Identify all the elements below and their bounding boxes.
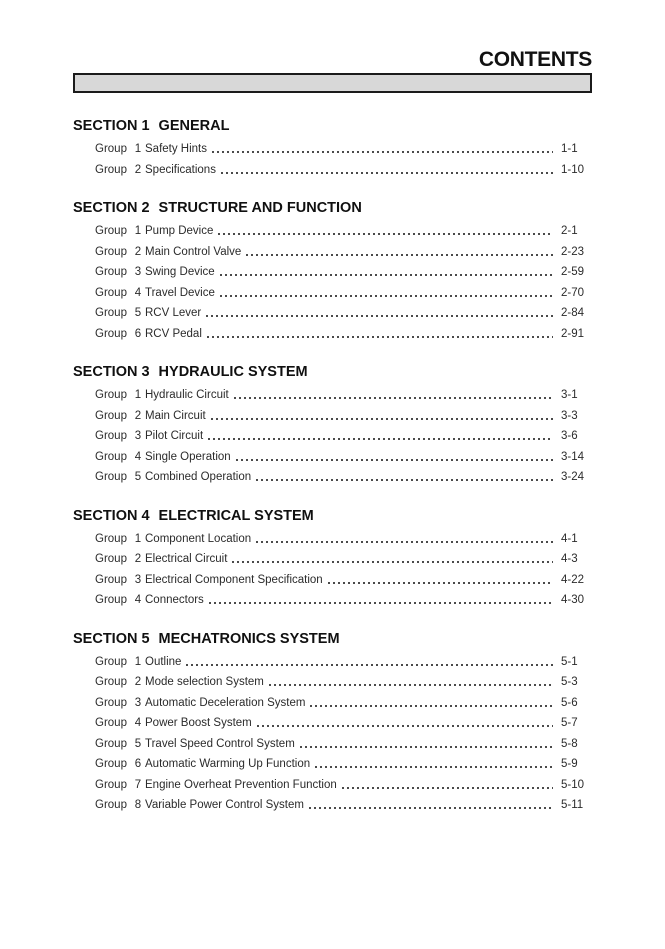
- group-title: Specifications: [145, 163, 216, 176]
- group-word: Group: [95, 245, 127, 258]
- dot-leader: [218, 233, 553, 235]
- dot-leader: [221, 172, 553, 174]
- group-number: 7: [134, 778, 142, 791]
- toc-entry[interactable]: [73, 283, 592, 304]
- toc-entry[interactable]: [73, 590, 592, 611]
- group-word: Group: [95, 758, 127, 770]
- toc-entry[interactable]: [73, 549, 592, 570]
- group-title: Automatic Deceleration System: [145, 696, 306, 709]
- page-number: 2-91: [561, 327, 585, 340]
- group-word: Group: [95, 532, 127, 545]
- toc-entry[interactable]: [73, 324, 592, 345]
- section-name: STRUCTURE AND FUNCTION: [158, 200, 362, 216]
- group-word: Group: [95, 286, 127, 299]
- group-list: [73, 221, 592, 344]
- group-title: Mode selection System: [145, 676, 264, 688]
- dot-leader: [315, 766, 553, 768]
- group-title: Pump Device: [145, 225, 214, 237]
- toc-entry[interactable]: [73, 242, 592, 263]
- section-name: HYDRAULIC SYSTEM: [158, 364, 308, 380]
- toc-section: [73, 119, 592, 180]
- group-word: Group: [95, 327, 127, 340]
- group-number: 3: [134, 573, 142, 586]
- dot-leader: [206, 315, 553, 317]
- group-title: Electrical Component Specification: [145, 573, 323, 586]
- page-number: 1-1: [561, 143, 578, 155]
- section-label: SECTION 1: [73, 118, 150, 134]
- section-name: ELECTRICAL SYSTEM: [158, 507, 314, 524]
- toc-entry[interactable]: [73, 406, 592, 427]
- group-title: Safety Hints: [145, 143, 207, 155]
- dot-leader: [256, 541, 553, 543]
- dot-leader: [256, 479, 553, 481]
- dot-leader: [220, 274, 553, 276]
- title-underline-bar: [73, 73, 592, 93]
- group-title: RCV Lever: [145, 307, 202, 319]
- group-number: 4: [134, 450, 142, 463]
- section-label: SECTION 2: [73, 200, 150, 216]
- group-title: Swing Device: [145, 266, 215, 278]
- toc-entry[interactable]: [73, 221, 592, 242]
- group-number: 5: [134, 471, 142, 483]
- group-word: Group: [95, 737, 127, 750]
- toc-entry[interactable]: [73, 652, 592, 673]
- page-number: 4-1: [561, 532, 578, 545]
- group-word: Group: [95, 778, 127, 791]
- dot-leader: [186, 664, 553, 666]
- toc-entry[interactable]: [73, 160, 592, 181]
- group-list: [73, 529, 592, 611]
- page-number: 3-14: [561, 450, 585, 463]
- toc-section: [73, 365, 592, 488]
- page-number: 2-59: [561, 266, 585, 278]
- dot-leader: [234, 397, 553, 399]
- toc-entry[interactable]: [73, 672, 592, 693]
- page-number: 3-3: [561, 409, 578, 422]
- group-title: Main Control Valve: [145, 245, 242, 258]
- page-number: 5-8: [561, 737, 578, 750]
- group-word: Group: [95, 594, 127, 606]
- group-title: RCV Pedal: [145, 327, 202, 340]
- toc-section: [73, 632, 592, 816]
- group-word: Group: [95, 799, 127, 811]
- group-number: 2: [134, 409, 142, 422]
- page-number: 5-7: [561, 717, 578, 729]
- group-word: Group: [95, 430, 127, 442]
- group-word: Group: [95, 143, 127, 155]
- page-number: 3-6: [561, 430, 578, 442]
- section-name: GENERAL: [158, 118, 230, 134]
- toc-entry[interactable]: [73, 693, 592, 714]
- group-word: Group: [95, 389, 127, 401]
- group-number: 1: [134, 143, 142, 155]
- group-word: Group: [95, 266, 127, 278]
- group-title: Single Operation: [145, 450, 231, 463]
- dot-leader: [342, 787, 553, 789]
- group-title: Pilot Circuit: [145, 430, 204, 442]
- page-number: 2-1: [561, 225, 578, 237]
- group-word: Group: [95, 696, 127, 709]
- dot-leader: [212, 151, 553, 153]
- group-title: Travel Speed Control System: [145, 737, 295, 750]
- group-list: [73, 652, 592, 816]
- group-word: Group: [95, 655, 127, 668]
- group-number: 2: [134, 245, 142, 258]
- group-number: 4: [134, 594, 142, 606]
- toc-entry[interactable]: [73, 795, 592, 816]
- group-title: Hydraulic Circuit: [145, 389, 229, 401]
- group-number: 8: [134, 799, 142, 811]
- page-number: 4-22: [561, 573, 585, 586]
- page-number: 3-24: [561, 471, 585, 483]
- page-number: 5-3: [561, 676, 578, 688]
- dot-leader: [236, 459, 553, 461]
- section-label: SECTION 3: [73, 364, 150, 380]
- page-number: 5-9: [561, 758, 578, 770]
- toc-entry[interactable]: [73, 426, 592, 447]
- group-word: Group: [95, 163, 127, 176]
- group-number: 2: [134, 163, 142, 176]
- toc-main: [0, 93, 665, 816]
- group-title: Electrical Circuit: [145, 553, 228, 565]
- dot-leader: [310, 705, 553, 707]
- group-word: Group: [95, 676, 127, 688]
- toc-entry[interactable]: [73, 754, 592, 775]
- group-list: [73, 385, 592, 488]
- page-number: 1-10: [561, 163, 585, 176]
- group-title: Main Circuit: [145, 409, 206, 422]
- group-word: Group: [95, 553, 127, 565]
- section-title: [73, 201, 592, 216]
- dot-leader: [269, 684, 553, 686]
- toc-entry[interactable]: [73, 570, 592, 591]
- group-word: Group: [95, 471, 127, 483]
- dot-leader: [207, 336, 553, 338]
- section-title: [73, 119, 592, 134]
- toc-entry[interactable]: [73, 139, 592, 160]
- section-label: SECTION 5: [73, 630, 150, 647]
- page-number: 5-10: [561, 778, 585, 791]
- group-word: Group: [95, 225, 127, 237]
- group-title: Combined Operation: [145, 471, 252, 483]
- group-word: Group: [95, 307, 127, 319]
- group-number: 1: [134, 225, 142, 237]
- group-title: Connectors: [145, 594, 204, 606]
- toc-entry[interactable]: [73, 775, 592, 796]
- page-number: 2-23: [561, 245, 585, 258]
- group-title: Travel Device: [145, 286, 215, 299]
- group-number: 6: [134, 758, 142, 770]
- page-number: 4-30: [561, 594, 585, 606]
- toc-section: [73, 201, 592, 344]
- group-number: 3: [134, 266, 142, 278]
- toc-entry[interactable]: [73, 713, 592, 734]
- section-label: SECTION 4: [73, 507, 150, 524]
- section-name: MECHATRONICS SYSTEM: [158, 630, 340, 647]
- dot-leader: [209, 602, 553, 604]
- group-word: Group: [95, 573, 127, 586]
- group-number: 5: [134, 737, 142, 750]
- page-number: 4-3: [561, 553, 578, 565]
- dot-leader: [300, 746, 553, 748]
- group-title: Outline: [145, 655, 182, 668]
- group-word: Group: [95, 717, 127, 729]
- section-title: [73, 509, 592, 524]
- toc-section: [73, 509, 592, 611]
- toc-entry[interactable]: [73, 447, 592, 468]
- group-word: Group: [95, 450, 127, 463]
- toc-entry[interactable]: [73, 467, 592, 488]
- group-title: Component Location: [145, 532, 252, 545]
- group-word: Group: [95, 409, 127, 422]
- page-number: 3-1: [561, 389, 578, 401]
- group-number: 6: [134, 327, 142, 340]
- group-title: Variable Power Control System: [145, 799, 304, 811]
- group-list: [73, 139, 592, 180]
- page-title: CONTENTS: [478, 48, 592, 71]
- group-number: 2: [134, 676, 142, 688]
- toc-entry[interactable]: [73, 303, 592, 324]
- dot-leader: [220, 295, 553, 297]
- section-title: [73, 365, 592, 380]
- group-number: 4: [134, 286, 142, 299]
- group-number: 2: [134, 553, 142, 565]
- group-number: 5: [134, 307, 142, 319]
- toc-entry[interactable]: [73, 529, 592, 550]
- group-number: 3: [134, 430, 142, 442]
- group-number: 3: [134, 696, 142, 709]
- group-number: 1: [134, 532, 142, 545]
- dot-leader: [211, 418, 553, 420]
- group-number: 1: [134, 389, 142, 401]
- page-number: 5-1: [561, 655, 578, 668]
- dot-leader: [309, 807, 553, 809]
- dot-leader: [328, 582, 553, 584]
- toc-entry[interactable]: [73, 262, 592, 283]
- page-number: 2-84: [561, 307, 585, 319]
- group-number: 4: [134, 717, 142, 729]
- page-header: [0, 0, 665, 93]
- toc-entry[interactable]: [73, 385, 592, 406]
- dot-leader: [257, 725, 553, 727]
- group-title: Automatic Warming Up Function: [145, 758, 311, 770]
- page-number: 5-6: [561, 696, 578, 709]
- group-title: Power Boost System: [145, 717, 252, 729]
- group-number: 1: [134, 655, 142, 668]
- page-number: 5-11: [561, 799, 584, 811]
- dot-leader: [208, 438, 553, 440]
- section-title: [73, 632, 592, 647]
- page-number: 2-70: [561, 286, 585, 299]
- dot-leader: [232, 561, 553, 563]
- toc-entry[interactable]: [73, 734, 592, 755]
- dot-leader: [246, 254, 553, 256]
- group-title: Engine Overheat Prevention Function: [145, 778, 337, 791]
